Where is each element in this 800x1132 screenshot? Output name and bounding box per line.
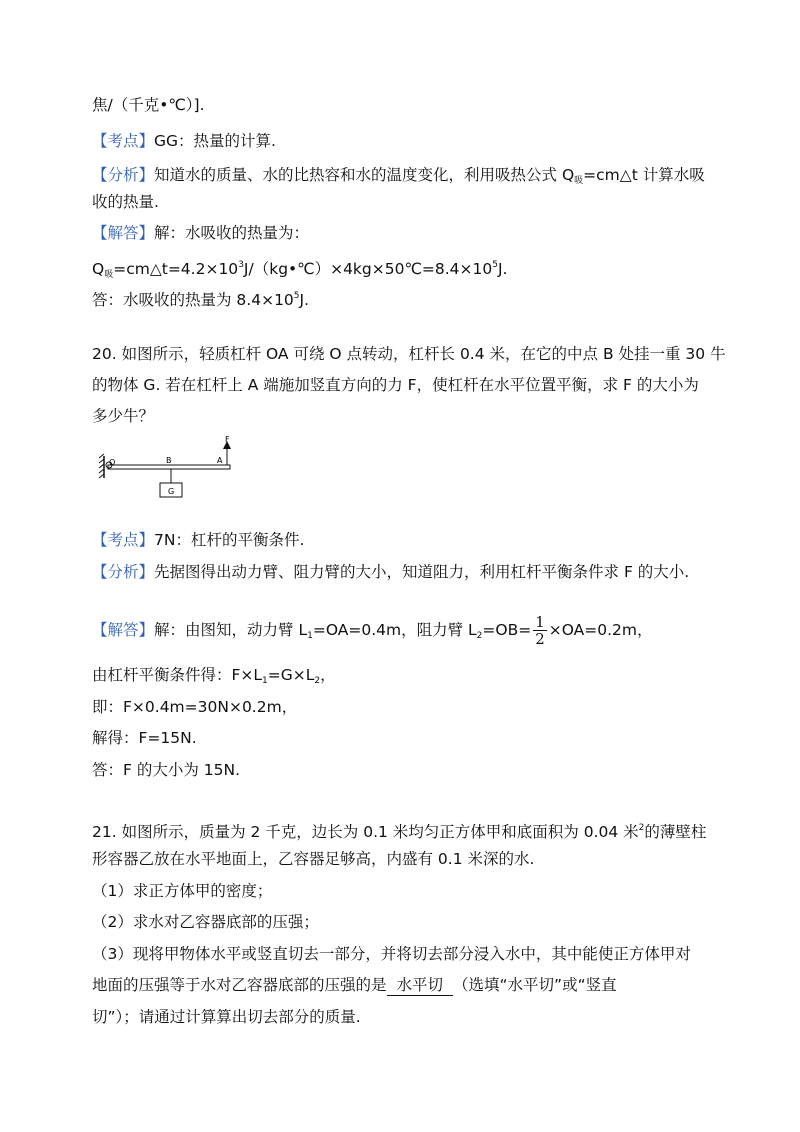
q21-part-3: （3）现将甲物体水平或竖直切去一部分，并将切去部分浸入水中，其中能使正方体甲对 [92, 945, 691, 963]
q21-part-3-end: 切”）；请通过计算算出切去部分的质量. [92, 1008, 361, 1026]
answer-blank: 水平切 [387, 975, 454, 996]
kaodian-text: 7N：杠杆的平衡条件. [154, 531, 305, 549]
label-b: B [166, 456, 172, 465]
q20-kaodian-line [92, 529, 304, 551]
subscript: 吸 [574, 176, 584, 186]
q20-step-4: 答：F 的大小为 15N. [92, 761, 241, 779]
fraction-denominator: 2 [535, 630, 545, 648]
answer-line [92, 285, 309, 311]
q20-jieda-line [92, 612, 653, 654]
label-g: G [168, 487, 175, 496]
jieda-line [92, 222, 309, 244]
subscript: 2 [476, 631, 483, 641]
step-part: =G×L [267, 666, 315, 684]
label-a: A [217, 456, 223, 465]
fenxi-tag: 【分析】 [92, 563, 155, 581]
label-o: O [109, 458, 116, 467]
q21-part-2: （2）求水对乙容器底部的压强； [92, 913, 319, 931]
q21-part: 的薄壁柱 [644, 823, 707, 841]
answer-part: 答：水吸收的热量为 8.4×10 [92, 291, 294, 309]
q20-line-2: 的物体 G. 若在杠杆上 A 端施加竖直方向的力 F，使杠杆在水平位置平衡，求 F 的大小为 [92, 376, 699, 394]
q20-step-2: 即：F×0.4m=30N×0.2m， [92, 698, 298, 716]
step-part: ， [320, 666, 336, 684]
formula-line [92, 254, 507, 286]
jieda-tag: 【解答】 [92, 224, 155, 242]
fenxi-text: 知道水的质量、水的比热容和水的温度变化，利用吸热公式 Q [154, 166, 575, 184]
fenxi-line [92, 164, 705, 192]
jieda-part: 解：由图知，动力臂 L [154, 621, 308, 639]
jieda-part: ×OA=0.2m， [548, 621, 653, 639]
fenxi-text-cont: =cm△t 计算水吸 [583, 166, 705, 184]
q21-part: 21. 如图所示，质量为 2 千克，边长为 0.1 米均匀正方体甲和底面积为 0.04 米 [92, 823, 639, 841]
q20-step-3: 解得：F=15N. [92, 729, 197, 747]
fenxi-text: 先据图得出动力臂、阻力臂的大小，知道阻力，利用杠杆平衡条件求 F 的大小. [154, 563, 690, 581]
q20-fenxi-line [92, 561, 689, 583]
q21-line-2: 形容器乙放在水平地面上，乙容器足够高，内盛有 0.1 米深的水. [92, 850, 535, 868]
kaodian-tag: 【考点】 [92, 132, 155, 150]
q20-step-1 [92, 664, 336, 692]
q20-line-3: 多少牛？ [92, 407, 155, 425]
jieda-text: 解：水吸收的热量为： [154, 224, 310, 242]
formula-part: J. [497, 260, 508, 278]
q21-part-1: （1）求正方体甲的密度； [92, 882, 273, 900]
step-part: 由杠杆平衡条件得：F×L [92, 666, 263, 684]
superscript: 5 [293, 291, 300, 301]
superscript: 2 [638, 823, 645, 833]
jieda-tag: 【解答】 [92, 621, 155, 639]
q21-part: 地面的压强等于水对乙容器底部的压强的是 [92, 976, 387, 994]
formula-part: J/（kg•℃）×4kg×50℃=8.4×10 [243, 260, 493, 278]
subscript: 1 [307, 631, 313, 641]
text-line: 焦/（千克•℃）]. [92, 96, 205, 114]
q21-line-1 [92, 817, 706, 843]
label-f: F [225, 436, 230, 444]
q20-line-1: 20. 如图所示，轻质杠杆 OA 可绕 O 点转动，杠杆长 0.4 米，在它的中点 B 处挂一重 30 牛 [92, 345, 726, 363]
lever-bar [108, 465, 230, 469]
formula-part: =cm△t=4.2×10 [113, 260, 239, 278]
subscript: 1 [262, 676, 268, 686]
q21-part-3-cont [92, 974, 617, 996]
jieda-part: =OA=0.4m，阻力臂 L [312, 621, 477, 639]
subscript: 吸 [104, 270, 114, 280]
kaodian-tag: 【考点】 [92, 531, 155, 549]
subscript: 2 [314, 676, 321, 686]
kaodian-line [92, 130, 276, 152]
fraction [533, 614, 547, 647]
superscript: 3 [238, 260, 244, 270]
fraction-numerator: 1 [535, 613, 545, 631]
lever-figure [96, 436, 246, 502]
q21-part: （选填“水平切”或“竖直 [453, 976, 617, 994]
formula-part: Q [92, 260, 105, 278]
kaodian-text: GG：热量的计算. [154, 132, 276, 150]
superscript: 5 [492, 260, 498, 270]
fenxi-tag: 【分析】 [92, 166, 155, 184]
text-line: 收的热量. [92, 193, 159, 211]
jieda-part: =OB= [482, 621, 532, 639]
answer-part: J. [299, 291, 310, 309]
